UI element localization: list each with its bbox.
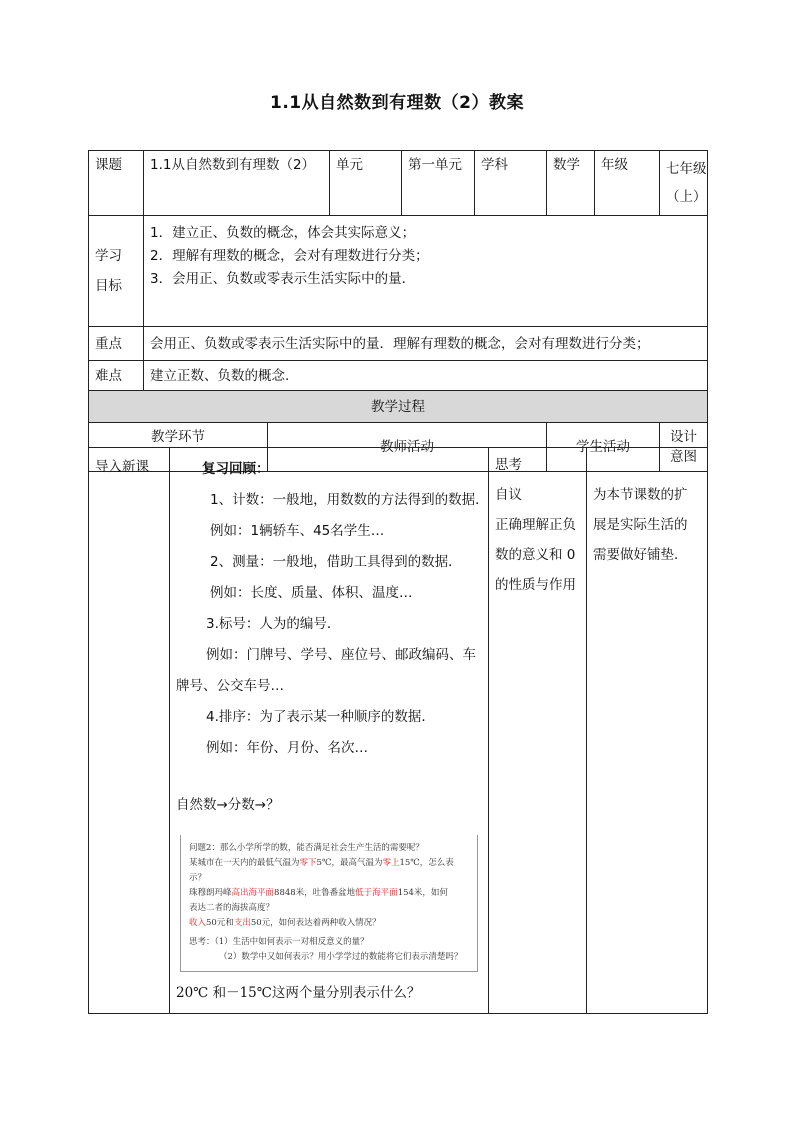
process-title: 教学过程	[89, 391, 708, 423]
teacher-activity-cell	[170, 448, 489, 1014]
review-line: 例如：1辆轿车、45名学生…	[210, 523, 385, 539]
review-line: 4.排序：为了表示某一种顺序的数据．	[206, 709, 435, 725]
goals-row	[89, 216, 708, 327]
unit-value: 第一单元	[402, 151, 475, 216]
design-line: 需要做好铺垫．	[593, 547, 688, 563]
course-label: 课题	[89, 151, 144, 216]
goals-label-line2: 目标	[95, 278, 122, 294]
goal-item: 1．建立正、负数的概念，体会其实际意义；	[150, 225, 416, 241]
grade-label: 年级	[595, 151, 660, 216]
review-title: 复习回顾：	[202, 461, 270, 477]
subject-value: 数学	[547, 151, 595, 216]
question-line: 某城市在一天内的最低气温为零下5℃，最高气温为零上15℃，怎么表	[189, 858, 454, 868]
key-points-label: 重点	[89, 327, 144, 361]
col-teacher-header: 教师活动	[268, 423, 547, 472]
grade-value	[660, 151, 708, 216]
course-row	[89, 151, 708, 216]
review-line: 3.标号：人为的编号．	[206, 616, 341, 632]
design-intent-cell	[587, 448, 708, 1014]
student-line: 的性质与作用	[495, 577, 576, 593]
subject-label: 学科	[475, 151, 547, 216]
design-line: 展是实际生活的	[593, 517, 688, 533]
review-line: 例如：长度、质量、体积、温度…	[210, 585, 413, 601]
review-line: 例如：门牌号、学号、座位号、邮政编码、车	[206, 647, 476, 663]
student-line: 数的意义和 0	[495, 547, 576, 563]
col-stage-text: 教学环节	[151, 429, 205, 445]
temperature-question: 20℃ 和－15℃这两个量分别表示什么？	[176, 985, 421, 1001]
difficulty-row	[89, 361, 708, 391]
key-points-row	[89, 327, 708, 361]
goal-item: 3．会用正、负数或零表示生活实际中的量．	[150, 271, 416, 287]
student-line: 正确理解正负	[495, 517, 576, 533]
question-image-box	[180, 835, 478, 972]
think-line: 思考：（1）生活中如何表示一对相反意义的量？	[189, 937, 369, 947]
lesson-plan-table	[88, 150, 708, 472]
stage-cell: 导入新课	[89, 448, 170, 1014]
col-student-header: 学生活动	[547, 423, 660, 472]
review-line: 2、测量：一般地，借助工具得到的数据．	[210, 554, 462, 570]
review-line: 牌号、公交车号…	[176, 678, 284, 694]
activity-row	[89, 448, 708, 1014]
review-line: 1、计数：一般地，用数数的方法得到的数据．	[210, 492, 489, 508]
review-line: 例如：年份、月份、名次…	[206, 740, 368, 756]
student-activity-cell	[489, 448, 587, 1014]
question-line: 收入50元和支出50元，如何表达着两种收入情况？	[189, 918, 381, 928]
design-line: 为本节课数的扩	[593, 487, 688, 503]
student-line: 自议	[495, 487, 522, 503]
process-title-row	[89, 391, 708, 423]
question-line: 问题2：那么小学所学的数，能否满足社会生产生活的需要呢？	[189, 843, 424, 853]
difficulty-label: 难点	[89, 361, 144, 391]
grade-value-line2: （上）	[666, 189, 707, 205]
goal-item: 2．理解有理数的概念，会对有理数进行分类；	[150, 248, 429, 264]
activity-table	[88, 447, 708, 1014]
unit-label: 单元	[330, 151, 402, 216]
col-design-header: 设计意图	[660, 423, 708, 472]
goals-content	[144, 216, 708, 327]
goals-label-line1: 学习	[95, 248, 122, 264]
student-line: 思考	[495, 457, 522, 473]
goals-label	[89, 216, 144, 327]
question-line: 珠穆朗玛峰高出海平面8848米，吐鲁番盆地低于海平面154米，如何	[189, 888, 448, 898]
page-title: 1.1从自然数到有理数（2）教案	[270, 93, 524, 113]
key-points-value: 会用正、负数或零表示生活实际中的量．理解有理数的概念，会对有理数进行分类；	[144, 327, 708, 361]
number-chain: 自然数→分数→？	[176, 797, 280, 813]
course-value: 1.1从自然数到有理数（2）	[144, 151, 330, 216]
grade-value-line1: 七年级	[666, 161, 707, 177]
think-line: （2）数学中又如何表示？用小学学过的数能将它们表示清楚吗？	[219, 952, 463, 962]
question-line: 表达二者的海拔高度？	[189, 903, 275, 913]
difficulty-value: 建立正数、负数的概念．	[144, 361, 708, 391]
question-line: 示？	[189, 873, 207, 883]
